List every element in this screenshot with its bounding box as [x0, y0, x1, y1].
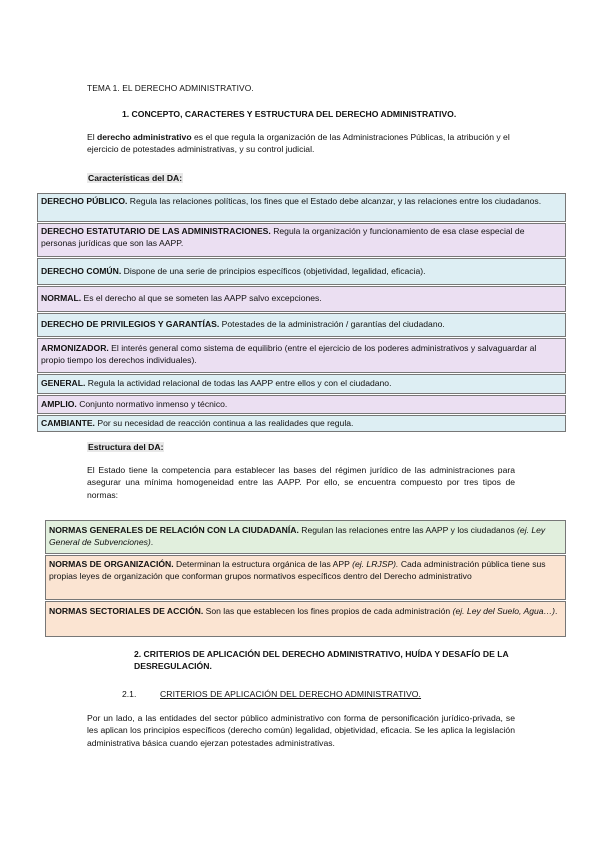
caracteristica-box: [37, 338, 566, 373]
intro-post: es el que regula la organización de las Administraciones Públicas, la atribución y el ejercicio de potestades administrativas, y su control judicial.: [87, 132, 510, 155]
subsection-heading: [122, 688, 421, 700]
caracteristica-text: Regula las relaciones políticas, los fines que el Estado debe alcanzar, y las relaciones entre los ciudadanos.: [127, 196, 542, 206]
norma-box: [45, 520, 566, 554]
caracteristica-term: DERECHO ESTATUTARIO DE LAS ADMINISTRACIONES.: [41, 226, 271, 236]
caracteristica-text: Es el derecho al que se someten las AAPP salvo excepciones.: [81, 293, 322, 303]
caracteristica-box: [37, 258, 566, 285]
caracteristica-text: Conjunto normativo inmenso y técnico.: [76, 399, 228, 409]
caracteristica-box: [37, 223, 566, 257]
norma-term: NORMAS GENERALES DE RELACIÓN CON LA CIUDADANÍA.: [49, 525, 299, 535]
caracteristica-box: [37, 374, 566, 394]
caracteristica-box: [37, 193, 566, 222]
norma-text: Son las que establecen los fines propios de cada administración: [203, 606, 453, 616]
caracteristica-text: Regula la actividad relacional de todas las AAPP entre ellos y con el ciudadano.: [85, 378, 392, 388]
norma-tail: Cada administración pública tiene sus propias leyes de organización que conforman grupos normativos específicos dentro del Derecho administrativo: [49, 559, 546, 582]
caracteristica-term: DERECHO COMÚN.: [41, 266, 122, 276]
caracteristica-term: ARMONIZADOR.: [41, 343, 109, 353]
norma-term: NORMAS DE ORGANIZACIÓN.: [49, 559, 174, 569]
norma-tail: .: [555, 606, 558, 616]
subsection-number: 2.1.: [122, 689, 137, 699]
norma-box: [45, 555, 566, 600]
caracteristica-box: [37, 313, 566, 337]
caracteristicas-title-text: Características del DA:: [88, 173, 183, 183]
intro-pre: El: [87, 132, 98, 142]
norma-box: [45, 601, 566, 637]
caracteristicas-title: [87, 172, 183, 184]
norma-example: (ej. Ley del Suelo, Agua…): [452, 606, 555, 616]
caracteristica-text: El interés general como sistema de equilibrio (entre el ejercicio de los poderes administrativos y salvaguardar al propio tiempo los derechos individuales).: [41, 343, 537, 366]
document-topic: TEMA 1. EL DERECHO ADMINISTRATIVO.: [87, 83, 254, 93]
caracteristica-term: CAMBIANTE.: [41, 418, 95, 428]
norma-term: NORMAS SECTORIALES DE ACCIÓN.: [49, 606, 204, 616]
intro-bold-term: derecho administrativo: [97, 132, 192, 142]
norma-example: (ej. LRJSP).: [352, 559, 399, 569]
caracteristica-box: [37, 395, 566, 414]
caracteristica-text: Regula la organización y funcionamiento de esa clase especial de personas jurídicas que son las AAPP.: [41, 226, 525, 249]
estructura-paragraph: El Estado tiene la competencia para establecer las bases del régimen jurídico de las administraciones para asegurar una mínima homogeneidad entre las AAPP. Por ello, se encuentra compuesto por tres tipos de normas:: [87, 465, 515, 500]
section-heading-2: 2. CRITERIOS DE APLICACIÓN DEL DERECHO ADMINISTRATIVO, HUÍDA Y DESAFÍO DE LA DESREGULACIÓN.: [134, 649, 509, 672]
norma-text: Regulan las relaciones entre las AAPP y los ciudadanos: [298, 525, 518, 535]
caracteristica-term: NORMAL.: [41, 293, 82, 303]
caracteristica-term: DERECHO PÚBLICO.: [41, 196, 128, 206]
estructura-title: [87, 441, 164, 453]
caracteristica-term: GENERAL.: [41, 378, 86, 388]
norma-text: Determinan la estructura orgánica de las APP: [173, 559, 353, 569]
estructura-title-text: Estructura del DA:: [88, 442, 164, 452]
caracteristica-term: DERECHO DE PRIVILEGIOS Y GARANTÍAS.: [41, 319, 220, 329]
caracteristica-text: Potestades de la administración / garantías del ciudadano.: [219, 319, 445, 329]
caracteristica-text: Por su necesidad de reacción continua a las realidades que regula.: [94, 418, 354, 428]
caracteristica-term: AMPLIO.: [41, 399, 77, 409]
subsection-title: CRITERIOS DE APLICACIÓN DEL DERECHO ADMINISTRATIVO.: [160, 689, 422, 699]
norma-tail: .: [150, 537, 154, 548]
intro-paragraph: [87, 131, 515, 156]
caracteristica-box: [37, 415, 566, 432]
section-heading-1: 1. CONCEPTO, CARACTERES Y ESTRUCTURA DEL DERECHO ADMINISTRATIVO.: [122, 109, 457, 119]
caracteristica-text: Dispone de una serie de principios específicos (objetividad, legalidad, eficacia).: [121, 266, 426, 276]
norma-example: (ej. Ley General de Subvenciones): [49, 525, 546, 548]
final-paragraph: Por un lado, a las entidades del sector público administrativo con forma de personificación jurídico-privada, se les aplican los principios específicos (derecho común) legalidad, objetividad, eficacia. Se les aplica la legislación administrativa básica cuando ejerzan potestades administrativas.: [87, 713, 515, 748]
caracteristica-box: [37, 286, 566, 312]
